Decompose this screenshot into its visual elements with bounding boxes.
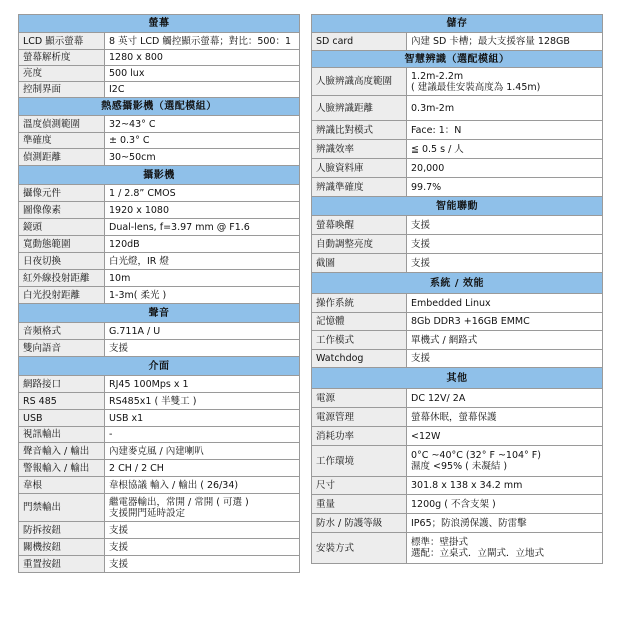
spec-value-line: 1-3m( 柔光 ) bbox=[109, 289, 167, 301]
spec-value bbox=[105, 410, 300, 427]
spec-row bbox=[312, 68, 603, 96]
spec-value bbox=[105, 33, 300, 50]
spec-label: SD card bbox=[312, 33, 407, 51]
spec-value bbox=[105, 270, 300, 287]
spec-label: 辨識比對模式 bbox=[312, 121, 407, 140]
section-header-row bbox=[19, 98, 300, 116]
spec-value-line: - bbox=[109, 429, 113, 440]
spec-value bbox=[105, 556, 300, 573]
spec-table-right bbox=[311, 14, 603, 564]
spec-row bbox=[312, 121, 603, 140]
spec-row bbox=[312, 427, 603, 446]
spec-value bbox=[407, 178, 603, 197]
section-header: 攝影機 bbox=[19, 166, 300, 185]
spec-row bbox=[312, 33, 603, 51]
spec-value bbox=[407, 389, 603, 408]
spec-value bbox=[105, 539, 300, 556]
spec-value bbox=[407, 159, 603, 178]
spec-value bbox=[407, 331, 603, 350]
spec-value-line: 支援 bbox=[411, 238, 431, 250]
spec-label: 自動調整亮度 bbox=[312, 235, 407, 254]
spec-row bbox=[19, 494, 300, 522]
spec-label: 白光投射距離 bbox=[19, 287, 105, 304]
spec-value bbox=[407, 313, 603, 331]
spec-value bbox=[105, 133, 300, 149]
spec-label: 截圖 bbox=[312, 254, 407, 273]
spec-label: 人臉辨識距離 bbox=[312, 96, 407, 121]
spec-label: 攝像元件 bbox=[19, 185, 105, 202]
section-header-row bbox=[19, 166, 300, 185]
spec-label: 寬動態範圍 bbox=[19, 236, 105, 253]
spec-table bbox=[18, 14, 300, 573]
spec-row bbox=[312, 331, 603, 350]
spec-label: 辨識效率 bbox=[312, 140, 407, 159]
spec-value bbox=[105, 460, 300, 477]
spec-value bbox=[407, 533, 603, 564]
spec-label: 亮度 bbox=[19, 66, 105, 82]
spec-value-line: RS485x1 ( 半雙工 ) bbox=[109, 395, 197, 407]
spec-value-line: 20,000 bbox=[411, 162, 445, 174]
spec-row bbox=[312, 140, 603, 159]
spec-label: 電源 bbox=[312, 389, 407, 408]
spec-row bbox=[312, 350, 603, 368]
spec-value-line: 韋根協議 輸入 / 輸出 ( 26/34) bbox=[109, 479, 239, 491]
spec-label: 韋根 bbox=[19, 477, 105, 494]
spec-value bbox=[105, 50, 300, 66]
spec-row bbox=[312, 254, 603, 273]
spec-value bbox=[105, 219, 300, 236]
spec-value-line: 10m bbox=[109, 272, 131, 284]
spec-value bbox=[407, 33, 603, 51]
spec-label: 消耗功率 bbox=[312, 427, 407, 446]
spec-label: 螢幕喚醒 bbox=[312, 216, 407, 235]
spec-row bbox=[19, 443, 300, 460]
spec-value-line: 支援 bbox=[411, 219, 431, 231]
spec-value-line: DC 12V/ 2A bbox=[411, 392, 466, 404]
spec-value bbox=[407, 254, 603, 273]
spec-value-line: 32~43° C bbox=[109, 118, 156, 130]
spec-value-line: 30~50cm bbox=[109, 151, 156, 163]
spec-label: 人臉辨識高度範圍 bbox=[312, 68, 407, 96]
spec-label: 日夜切換 bbox=[19, 253, 105, 270]
spec-value bbox=[407, 427, 603, 446]
spec-label: 偵測距離 bbox=[19, 149, 105, 166]
spec-value-line: 1280 x 800 bbox=[109, 52, 163, 63]
spec-label: 安裝方式 bbox=[312, 533, 407, 564]
spec-value-line: 單機式 / 網路式 bbox=[411, 334, 478, 346]
spec-value bbox=[105, 185, 300, 202]
spec-value bbox=[105, 376, 300, 393]
spec-value bbox=[105, 477, 300, 494]
spec-value bbox=[105, 287, 300, 304]
section-header: 螢幕 bbox=[19, 15, 300, 33]
spec-value-line: 8Gb DDR3 +16GB EMMC bbox=[411, 316, 530, 327]
spec-row bbox=[19, 236, 300, 253]
spec-label: 音頻格式 bbox=[19, 323, 105, 340]
spec-value bbox=[407, 477, 603, 495]
spec-value-line: IP65；防浪湧保護、防雷擊 bbox=[411, 517, 527, 529]
spec-body bbox=[312, 15, 603, 564]
spec-value-line: 白光燈，IR 燈 bbox=[109, 255, 169, 267]
spec-value bbox=[105, 522, 300, 539]
spec-row bbox=[19, 202, 300, 219]
spec-value bbox=[105, 323, 300, 340]
spec-value bbox=[105, 149, 300, 166]
spec-value bbox=[407, 96, 603, 121]
spec-row bbox=[19, 82, 300, 98]
spec-row bbox=[19, 253, 300, 270]
spec-row bbox=[19, 460, 300, 477]
spec-value bbox=[105, 427, 300, 443]
spec-value-line: USB x1 bbox=[109, 412, 144, 424]
spec-row bbox=[312, 477, 603, 495]
spec-row bbox=[19, 393, 300, 410]
spec-value-line: 2 CH / 2 CH bbox=[109, 462, 164, 474]
spec-value bbox=[105, 340, 300, 357]
spec-row bbox=[19, 427, 300, 443]
section-header-row bbox=[312, 368, 603, 389]
spec-value bbox=[105, 443, 300, 460]
section-header-row bbox=[312, 273, 603, 294]
spec-row bbox=[19, 66, 300, 82]
spec-value-line: 支援 bbox=[109, 524, 129, 536]
spec-value-line: ( 建議最佳安裝高度為 1.45m) bbox=[411, 81, 541, 93]
spec-value-line: 支援 bbox=[411, 353, 431, 364]
spec-label: 工作環境 bbox=[312, 446, 407, 477]
spec-row bbox=[312, 533, 603, 564]
spec-value-line: I2C bbox=[109, 84, 125, 95]
spec-value-line: 支援 bbox=[109, 541, 129, 553]
spec-label: 重置按鈕 bbox=[19, 556, 105, 573]
spec-row bbox=[312, 294, 603, 313]
spec-value-line: 內建麥克風 / 內建喇叭 bbox=[109, 445, 204, 457]
spec-label: Watchdog bbox=[312, 350, 407, 368]
spec-row bbox=[19, 149, 300, 166]
spec-label: 辨識準確度 bbox=[312, 178, 407, 197]
spec-value bbox=[407, 446, 603, 477]
spec-label: RS 485 bbox=[19, 393, 105, 410]
spec-value-line: RJ45 100Mps x 1 bbox=[109, 378, 189, 390]
spec-value bbox=[105, 393, 300, 410]
spec-row bbox=[312, 178, 603, 197]
spec-value-line: 濕度 <95% ( 未凝結 ) bbox=[411, 461, 508, 472]
spec-row bbox=[19, 539, 300, 556]
spec-value-line: Dual-lens, f=3.97 mm @ F1.6 bbox=[109, 221, 250, 233]
spec-row bbox=[19, 340, 300, 357]
spec-label: 警報輸入 / 輸出 bbox=[19, 460, 105, 477]
spec-label: 準確度 bbox=[19, 133, 105, 149]
spec-value bbox=[105, 236, 300, 253]
section-header-row bbox=[312, 15, 603, 33]
spec-label: USB bbox=[19, 410, 105, 427]
section-header: 智慧辨識（選配模組） bbox=[312, 51, 603, 68]
spec-table bbox=[311, 14, 603, 564]
spec-row bbox=[312, 495, 603, 514]
spec-value bbox=[407, 140, 603, 159]
spec-label: 重量 bbox=[312, 495, 407, 514]
spec-value-line: Face: 1：N bbox=[411, 124, 462, 136]
spec-label: 人臉資料庫 bbox=[312, 159, 407, 178]
spec-label: 螢幕解析度 bbox=[19, 50, 105, 66]
spec-value bbox=[105, 82, 300, 98]
spec-row bbox=[19, 323, 300, 340]
spec-value-line: 99.7% bbox=[411, 181, 442, 193]
spec-label: 網路接口 bbox=[19, 376, 105, 393]
spec-value bbox=[407, 408, 603, 427]
section-header-row bbox=[19, 304, 300, 323]
spec-row bbox=[312, 313, 603, 331]
spec-value bbox=[105, 494, 300, 522]
spec-row bbox=[312, 96, 603, 121]
spec-row bbox=[19, 185, 300, 202]
spec-value-line: 301.8 x 138 x 34.2 mm bbox=[411, 480, 523, 491]
spec-value bbox=[105, 116, 300, 133]
spec-label: 操作系統 bbox=[312, 294, 407, 313]
spec-label: 門禁輸出 bbox=[19, 494, 105, 522]
spec-value-line: 支援 bbox=[109, 558, 129, 570]
spec-value-line: 0.3m-2m bbox=[411, 102, 455, 114]
spec-label: 聲音輸入 / 輸出 bbox=[19, 443, 105, 460]
spec-value-line: ± 0.3° C bbox=[109, 135, 150, 146]
spec-value-line: G.711A / U bbox=[109, 325, 161, 337]
spec-value-line: 0°C ~40°C (32° F ~104° F) bbox=[411, 450, 541, 461]
spec-value-line: Embedded Linux bbox=[411, 297, 491, 309]
spec-row bbox=[19, 219, 300, 236]
spec-row bbox=[19, 270, 300, 287]
spec-value bbox=[407, 121, 603, 140]
spec-value-line: 1.2m-2.2m bbox=[411, 70, 464, 82]
spec-row bbox=[312, 389, 603, 408]
spec-label: 紅外線投射距離 bbox=[19, 270, 105, 287]
spec-value-line: 120dB bbox=[109, 238, 140, 250]
spec-label: LCD 顯示螢幕 bbox=[19, 33, 105, 50]
spec-value-line: 支援 bbox=[109, 342, 129, 354]
spec-value bbox=[105, 66, 300, 82]
spec-row bbox=[312, 216, 603, 235]
spec-value bbox=[407, 216, 603, 235]
spec-value bbox=[407, 68, 603, 96]
spec-row bbox=[312, 446, 603, 477]
spec-row bbox=[19, 116, 300, 133]
spec-row bbox=[19, 33, 300, 50]
section-header-row bbox=[312, 51, 603, 68]
spec-value-line: 8 英寸 LCD 觸控顯示螢幕；對比：500：1 bbox=[109, 35, 292, 47]
spec-label: 鏡頭 bbox=[19, 219, 105, 236]
spec-label: 電源管理 bbox=[312, 408, 407, 427]
section-header: 系統 / 效能 bbox=[312, 273, 603, 294]
spec-value bbox=[407, 495, 603, 514]
spec-row bbox=[312, 235, 603, 254]
spec-value bbox=[407, 294, 603, 313]
spec-value-line: 1 / 2.8” CMOS bbox=[109, 187, 176, 199]
section-header-row bbox=[19, 357, 300, 376]
spec-row bbox=[19, 287, 300, 304]
spec-value bbox=[105, 253, 300, 270]
spec-row bbox=[312, 408, 603, 427]
spec-label: 尺寸 bbox=[312, 477, 407, 495]
spec-value-line: <12W bbox=[411, 430, 441, 442]
spec-value-line: 螢幕休眠，螢幕保護 bbox=[411, 411, 497, 423]
section-header: 儲存 bbox=[312, 15, 603, 33]
section-header: 介面 bbox=[19, 357, 300, 376]
spec-value-line: ≦ 0.5 s / 人 bbox=[411, 143, 464, 155]
spec-value-line: 支援 bbox=[411, 257, 431, 269]
spec-label: 控制界面 bbox=[19, 82, 105, 98]
spec-label: 溫度偵測範圍 bbox=[19, 116, 105, 133]
spec-label: 圖像像素 bbox=[19, 202, 105, 219]
spec-row bbox=[19, 133, 300, 149]
section-header-row bbox=[312, 197, 603, 216]
spec-row bbox=[19, 556, 300, 573]
spec-value-line: 內建 SD 卡槽；最大支援容量 128GB bbox=[411, 36, 570, 47]
spec-value-line: 標準：壁掛式 bbox=[411, 537, 469, 548]
spec-value-line: 選配：立桌式．立閘式．立地式 bbox=[411, 548, 545, 559]
section-header: 熱感攝影機（選配模組） bbox=[19, 98, 300, 116]
spec-label: 防水 / 防護等級 bbox=[312, 514, 407, 533]
spec-label: 防拆按鈕 bbox=[19, 522, 105, 539]
spec-label: 雙向語音 bbox=[19, 340, 105, 357]
spec-row bbox=[19, 376, 300, 393]
spec-value-line: 1920 x 1080 bbox=[109, 204, 170, 216]
spec-value bbox=[407, 235, 603, 254]
section-header: 聲音 bbox=[19, 304, 300, 323]
spec-label: 視訊輸出 bbox=[19, 427, 105, 443]
spec-row bbox=[19, 477, 300, 494]
spec-row bbox=[312, 159, 603, 178]
spec-row bbox=[19, 410, 300, 427]
spec-label: 工作模式 bbox=[312, 331, 407, 350]
spec-label: 記憶體 bbox=[312, 313, 407, 331]
spec-value-line: 1200g ( 不含支架 ) bbox=[411, 498, 496, 510]
spec-value-line: 支援開門延時設定 bbox=[109, 507, 186, 519]
section-header: 智能聯動 bbox=[312, 197, 603, 216]
spec-table-left bbox=[18, 14, 300, 573]
spec-body bbox=[19, 15, 300, 573]
section-header: 其他 bbox=[312, 368, 603, 389]
spec-row bbox=[19, 522, 300, 539]
spec-row bbox=[19, 50, 300, 66]
spec-value bbox=[407, 350, 603, 368]
spec-value-line: 繼電器輸出，常開 / 常開 ( 可選 ) bbox=[109, 496, 249, 508]
spec-value-line: 500 lux bbox=[109, 68, 145, 79]
section-header-row bbox=[19, 15, 300, 33]
spec-value bbox=[407, 514, 603, 533]
spec-value bbox=[105, 202, 300, 219]
spec-label: 關機按鈕 bbox=[19, 539, 105, 556]
spec-row bbox=[312, 514, 603, 533]
